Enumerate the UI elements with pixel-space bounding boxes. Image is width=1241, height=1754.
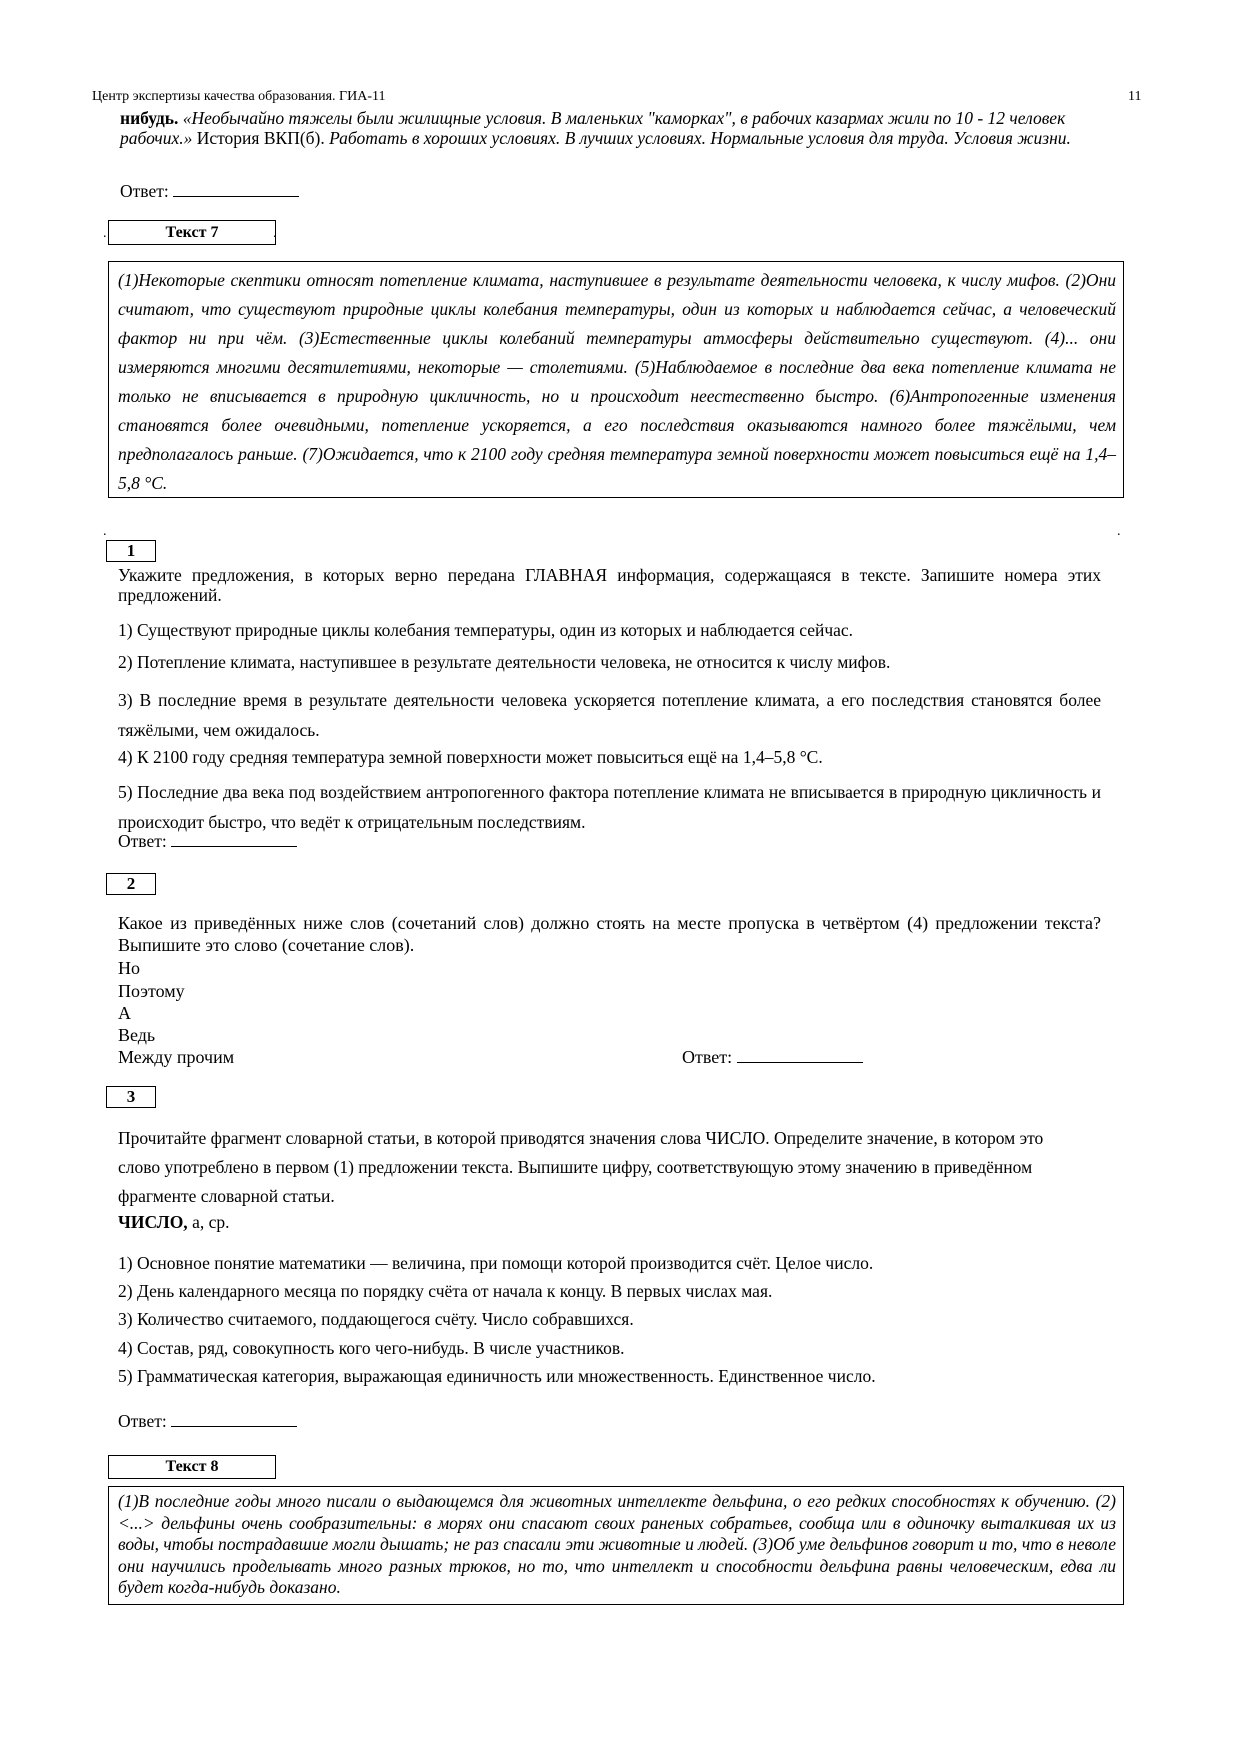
question-number-box: 3 — [106, 1086, 156, 1108]
q2-answer-line — [682, 1046, 863, 1068]
prev-quote: «Необычайно тяжелы были жилищные условия. В маленьких "каморках", в рабочих казармах жили по 10 - 12 человек рабочих.» — [120, 108, 1066, 148]
marker-dot: . — [103, 226, 107, 241]
q2-option: А — [118, 1003, 131, 1023]
q2-option: Ведь — [118, 1025, 156, 1045]
headword-grammar: а, ср. — [187, 1212, 230, 1232]
marker-dot: . — [103, 524, 107, 539]
answer-label: Ответ: — [118, 831, 167, 851]
prev-examples: Работать в хороших условиях. В лучших условиях. Нормальные условия для труда. Условия жизни. — [329, 128, 1071, 148]
dictionary-entry-head — [118, 1212, 229, 1232]
q3-option: 5) Грамматическая категория, выражающая единичность или множественность. Единственное число. — [118, 1366, 876, 1386]
q3-option: 2) День календарного месяца по порядку счёта от начала к концу. В первых числах мая. — [118, 1281, 773, 1301]
q2-option: Поэтому — [118, 981, 185, 1001]
answer-label: Ответ: — [120, 181, 169, 201]
answer-blank[interactable] — [171, 1410, 297, 1427]
question-3-prompt: Прочитайте фрагмент словарной статьи, в которой приводятся значения слова ЧИСЛО. Определите значение, в котором это слово употреблено в первом (1) предложении текста. Выпишите цифру, соответствующую этому значению в приведённом фрагменте словарной статьи. — [118, 1128, 1044, 1206]
q1-option: 3) В последние время в результате деятельности человека ускоряется потепление климата, а его последствия становятся более тяжёлыми, чем ожидалось. — [118, 690, 1101, 740]
marker-dot: . — [1117, 524, 1121, 539]
answer-blank[interactable] — [171, 830, 297, 847]
q1-option: 5) Последние два века под воздействием антропогенного фактора потепление климата не вписывается в природную цикличность и происходит быстро, что ведёт к отрицательным последствиям. — [118, 782, 1101, 832]
question-number-box: 2 — [106, 873, 156, 895]
q2-option: Но — [118, 958, 140, 978]
q2-option: Между прочим — [118, 1047, 235, 1067]
q3-option: 3) Количество считаемого, поддающегося счёту. Число собравшихся. — [118, 1309, 634, 1329]
prev-answer-line — [120, 180, 299, 201]
q3-option: 1) Основное понятие математики — величина, при помощи которой производится счёт. Целое число. — [118, 1253, 874, 1273]
text7-label: Текст 7 — [108, 220, 276, 245]
prev-bold-lead: нибудь. — [120, 108, 179, 128]
question-2-prompt: Какое из приведённых ниже слов (сочетаний слов) должно стоять на месте пропуска в четвёртом (4) предложении текста? Выпишите это слово (сочетание слов). — [118, 913, 1101, 955]
page-number: 11 — [1128, 89, 1142, 104]
answer-label: Ответ: — [682, 1047, 733, 1067]
text7-body: (1)Некоторые скептики относят потепление климата, наступившее в результате деятельности человека, к числу мифов. (2)Они считают, что существуют природные циклы колебания температуры, один из которых и наблюдается сейчас, а человеческий фактор ни при чём. (3)Естественные циклы колебаний температуры атмосферы действительно существуют. (4)... они измеряются многими десятилетиями, некоторые — столетиями. (5)Наблюдаемое в последние два века потепление климата не только не вписывается в природную цикличность, но и происходит неестественно быстро. (6)Антропогенные изменения становятся более очевидными, потепление ускоряется, а его последствия оказываются намного более тяжёлыми, чем предполагалось раньше. (7)Ожидается, что к 2100 году средняя температура земной поверхности может повыситься ещё на 1,4–5,8 °С. — [118, 270, 1116, 493]
q1-answer-line — [118, 830, 297, 851]
prev-source: История ВКП(б). — [196, 128, 325, 148]
text8-body: (1)В последние годы много писали о выдающемся для животных интеллекте дельфина, о его редких способностях к обучению. (2)<...> дельфины очень сообразительны: в морях они спасают своих раненых собратьев, сообща или в одиночку выталкивая их из воды, чтобы пострадавшие могли дышать; не раз спасали эти животные и людей. (3)Об уме дельфинов говорит и то, что в неволе они научились проделывать много разных трюков, но то, что интеллект и способности дельфина равны человеческим, едва ли будет когда-нибудь доказано. — [118, 1491, 1116, 1597]
q1-option: 4) К 2100 году средняя температура земной поверхности может повыситься ещё на 1,4–5,8 °С. — [118, 747, 823, 767]
q3-option: 4) Состав, ряд, совокупность кого чего-нибудь. В числе участников. — [118, 1338, 625, 1358]
answer-blank[interactable] — [173, 180, 299, 197]
page-header: Центр экспертизы качества образования. ГИА-11 — [92, 89, 386, 104]
q1-option: 1) Существуют природные циклы колебания температуры, один из которых и наблюдается сейчас. — [118, 620, 854, 640]
previous-task-text — [120, 108, 1110, 148]
marker-dot: . — [273, 226, 277, 241]
answer-label: Ответ: — [118, 1411, 167, 1431]
question-number-box: 1 — [106, 540, 156, 562]
question-1-prompt: Укажите предложения, в которых верно передана ГЛАВНАЯ информация, содержащаяся в тексте. Запишите номера этих предложений. — [118, 565, 1101, 605]
headword: ЧИСЛО, — [118, 1212, 188, 1232]
q1-option: 2) Потепление климата, наступившее в результате деятельности человека, не относится к числу мифов. — [118, 652, 891, 672]
answer-blank[interactable] — [737, 1046, 863, 1063]
text8-label: Текст 8 — [108, 1455, 276, 1479]
q3-answer-line — [118, 1410, 297, 1431]
